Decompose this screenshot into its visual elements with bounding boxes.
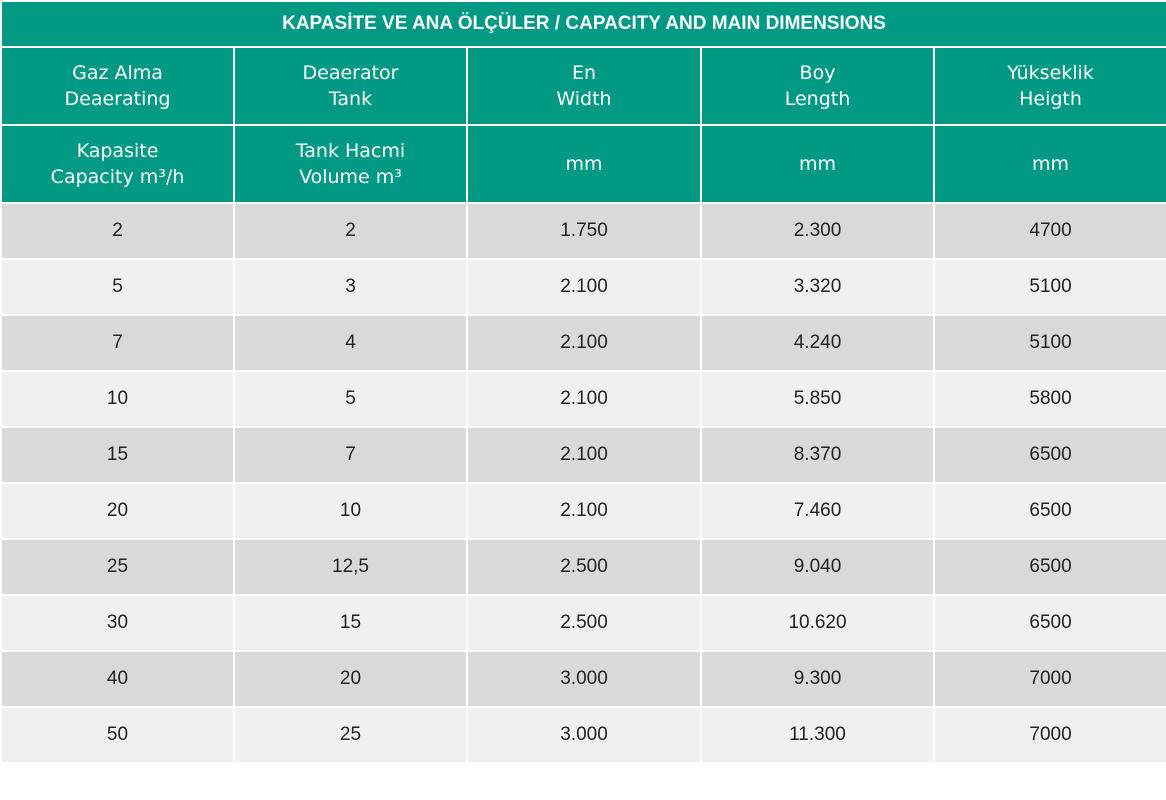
table-cell: 4.240 [701, 315, 934, 371]
table-cell: 5100 [934, 315, 1166, 371]
table-cell: 11.300 [701, 707, 934, 763]
column-header-line: Heigth [1019, 88, 1082, 110]
table-cell: 10.620 [701, 595, 934, 651]
table-cell: 6500 [934, 539, 1166, 595]
column-header-volume-unit [234, 125, 467, 203]
table-cell: 25 [1, 539, 234, 595]
table-cell: 15 [234, 595, 467, 651]
table-cell: 10 [1, 371, 234, 427]
table-title-row [1, 1, 1166, 47]
column-header-line: Yükseklik [1007, 62, 1094, 84]
table-row [1, 259, 1166, 315]
table-row [1, 427, 1166, 483]
table-cell: 2.100 [467, 427, 701, 483]
table-cell: 2.100 [467, 259, 701, 315]
table-cell: 5 [234, 371, 467, 427]
column-header-line: Capacity m³/h [50, 166, 185, 188]
table-cell: 5 [1, 259, 234, 315]
table-row [1, 651, 1166, 707]
table-cell: 2 [234, 203, 467, 259]
table-row [1, 371, 1166, 427]
table-cell: 25 [234, 707, 467, 763]
table-cell: 5100 [934, 259, 1166, 315]
table-cell: 40 [1, 651, 234, 707]
table-cell: 6500 [934, 427, 1166, 483]
table-cell: 7000 [934, 707, 1166, 763]
table-cell: 3.000 [467, 707, 701, 763]
column-header-width-unit: mm [467, 125, 701, 203]
column-header-capacity-name [1, 47, 234, 125]
table-cell: 5800 [934, 371, 1166, 427]
table-cell: 10 [234, 483, 467, 539]
table-cell: 6500 [934, 595, 1166, 651]
table-row [1, 483, 1166, 539]
column-header-line: Kapasite [76, 140, 159, 162]
table-cell: 50 [1, 707, 234, 763]
table-cell: 2.500 [467, 539, 701, 595]
column-header-line: Boy [799, 62, 836, 84]
column-header-height-unit: mm [934, 125, 1166, 203]
column-header-line: Length [784, 88, 851, 110]
column-header-width-name [467, 47, 701, 125]
table-cell: 8.370 [701, 427, 934, 483]
column-header-line: En [571, 62, 597, 84]
table-cell: 3 [234, 259, 467, 315]
column-header-line: Deaerator [302, 62, 399, 84]
table-cell: 7000 [934, 651, 1166, 707]
column-header-length-unit: mm [701, 125, 934, 203]
column-header-tank-name [234, 47, 467, 125]
table-cell: 2.500 [467, 595, 701, 651]
header-row-units [1, 125, 1166, 203]
table-cell: 1.750 [467, 203, 701, 259]
table-cell: 4 [234, 315, 467, 371]
table-row [1, 539, 1166, 595]
table-cell: 20 [1, 483, 234, 539]
table-cell: 2.100 [467, 315, 701, 371]
table-cell: 7 [234, 427, 467, 483]
column-header-line: Volume m³ [299, 166, 402, 188]
column-header-line: Deaerating [64, 88, 171, 110]
table-cell: 2 [1, 203, 234, 259]
table-row [1, 315, 1166, 371]
table-cell: 2.300 [701, 203, 934, 259]
table-cell: 12,5 [234, 539, 467, 595]
table-cell: 9.300 [701, 651, 934, 707]
table-cell: 6500 [934, 483, 1166, 539]
table-cell: 30 [1, 595, 234, 651]
table-cell: 2.100 [467, 483, 701, 539]
column-header-line: Gaz Alma [72, 62, 163, 84]
header-row-names [1, 47, 1166, 125]
table-cell: 15 [1, 427, 234, 483]
table-title: KAPASİTE VE ANA ÖLÇÜLER / CAPACITY AND MAIN DIMENSIONS [1, 1, 1166, 47]
table-row [1, 203, 1166, 259]
table-cell: 2.100 [467, 371, 701, 427]
column-header-line: Tank Hacmi [295, 140, 406, 162]
table-cell: 5.850 [701, 371, 934, 427]
table-cell: 7 [1, 315, 234, 371]
table-row [1, 707, 1166, 763]
table-cell: 9.040 [701, 539, 934, 595]
table-cell: 3.000 [467, 651, 701, 707]
table-cell: 20 [234, 651, 467, 707]
table-cell: 7.460 [701, 483, 934, 539]
column-header-height-name [934, 47, 1166, 125]
column-header-length-name [701, 47, 934, 125]
table-cell: 3.320 [701, 259, 934, 315]
column-header-line: Tank [328, 88, 373, 110]
table-cell: 4700 [934, 203, 1166, 259]
table-row [1, 595, 1166, 651]
column-header-capacity-unit [1, 125, 234, 203]
column-header-line: Width [556, 88, 612, 110]
